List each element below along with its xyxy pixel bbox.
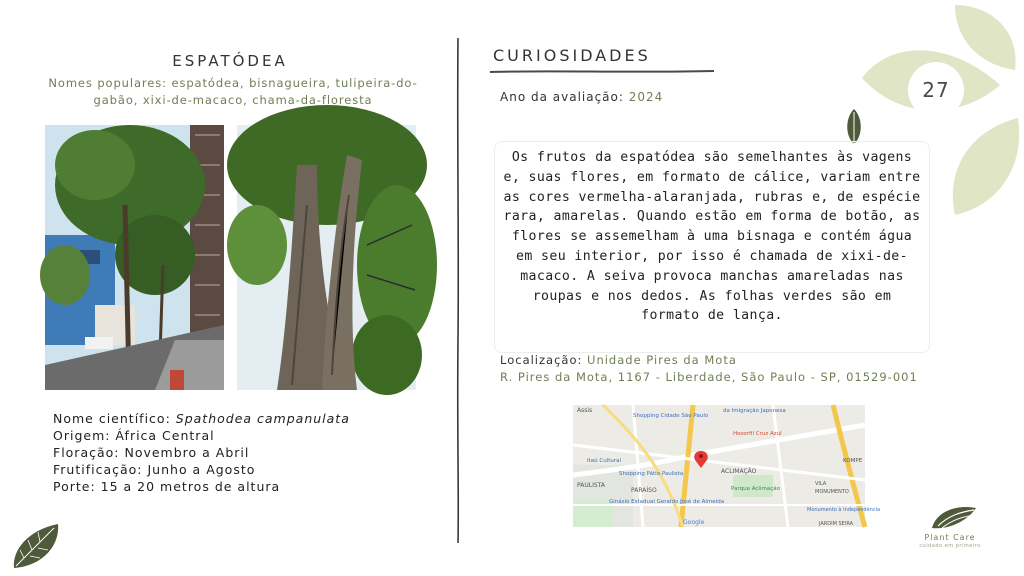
vertical-divider: [456, 38, 460, 543]
map-label-jardim: JARDIM SEIRA: [819, 521, 854, 527]
fact-origin: Origem: África Central: [53, 428, 215, 443]
location-map[interactable]: [573, 405, 881, 527]
title-underline: [490, 68, 715, 76]
map-label-parque: Parque Aclimação: [731, 486, 780, 492]
map-label-monumento: MONUMENTO: [815, 489, 849, 495]
fact-scientific-label: Nome científico:: [53, 411, 171, 426]
decorative-leaf-bottom-left: [10, 520, 62, 572]
year-value: 2024: [628, 90, 664, 104]
map-label-assis: Assis: [577, 407, 593, 414]
fact-fruiting: Frutificação: Junho a Agosto: [53, 462, 256, 477]
plant-title: ESPATÓDEA: [172, 52, 288, 70]
map-label-monumento-indep: Monumento à Independência: [807, 507, 881, 513]
location-address: R. Pires da Mota, 1167 - Liberdade, São Paulo - SP, 01529-001: [500, 370, 918, 384]
fact-size: Porte: 15 a 20 metros de altura: [53, 479, 281, 494]
map-label-ginasio: Ginásio Estadual Geraldo José de Almeida: [609, 499, 725, 505]
map-label-paraiso: PARAÍSO: [631, 487, 657, 494]
map-label-aclimacao: ACLIMAÇÃO: [721, 468, 757, 475]
brand-tagline: cuidado em primeiro: [919, 543, 981, 549]
year-label: Ano da avaliação:: [500, 90, 624, 104]
map-label-shopping-cidade: Shopping Cidade São Paulo: [633, 413, 709, 419]
brand-name: Plant Care: [924, 533, 976, 542]
evaluation-year: [500, 90, 663, 104]
photo-street-trees: [45, 125, 224, 390]
map-label-google: Google: [683, 519, 705, 526]
popular-names: Nomes populares: espatódea, bisnagueira, tulipeira-do-gabão, xixi-de-macaco, chama-da-floresta: [48, 76, 418, 107]
facts-list: [53, 410, 350, 495]
curiosities-text: Os frutos da espatódea são semelhantes às vagens e, suas flores, em formato de cálice, variam entre as cores vermelha-alaranjada, rubras e, de espécie rara, amarelas. Quando estão em forma de botão, as flores se assemelham à uma bisnaga e contém água em seu interior, por isso é chamada de xixi-de-macaco. A seiva provoca manchas amareladas nas roupas e nos dedos. As folhas verdes são em formato de lança.: [503, 150, 921, 324]
map-label-imigracao: da Imigração Japonesa: [723, 408, 786, 414]
map-label-itau: Itaú Cultural: [587, 458, 622, 464]
location-unit: Unidade Pires da Mota: [587, 353, 737, 367]
page-number: 27: [922, 78, 950, 102]
curiosities-title: CURIOSIDADES: [493, 46, 651, 65]
map-label-shopping-patio: Shopping Pátio Paulista: [619, 471, 684, 477]
fact-scientific-name: [53, 410, 350, 427]
plant-care-logo: [928, 502, 980, 532]
fact-flowering: Floração: Novembro a Abril: [53, 445, 250, 460]
location-line: [500, 353, 737, 367]
map-label-vila: VILA: [815, 481, 827, 487]
svg-text:Assis: [577, 407, 592, 414]
fact-scientific-value: Spathodea campanulata: [175, 411, 350, 426]
photo-tree-trunk: [237, 125, 416, 390]
map-label-paulista: PAULISTA: [577, 482, 605, 489]
map-label-kompe: KOMPE: [843, 458, 863, 464]
map-label-hoxorfil: Hoxorfil Cruz Azul: [733, 431, 782, 437]
location-label: Localização:: [500, 353, 583, 367]
